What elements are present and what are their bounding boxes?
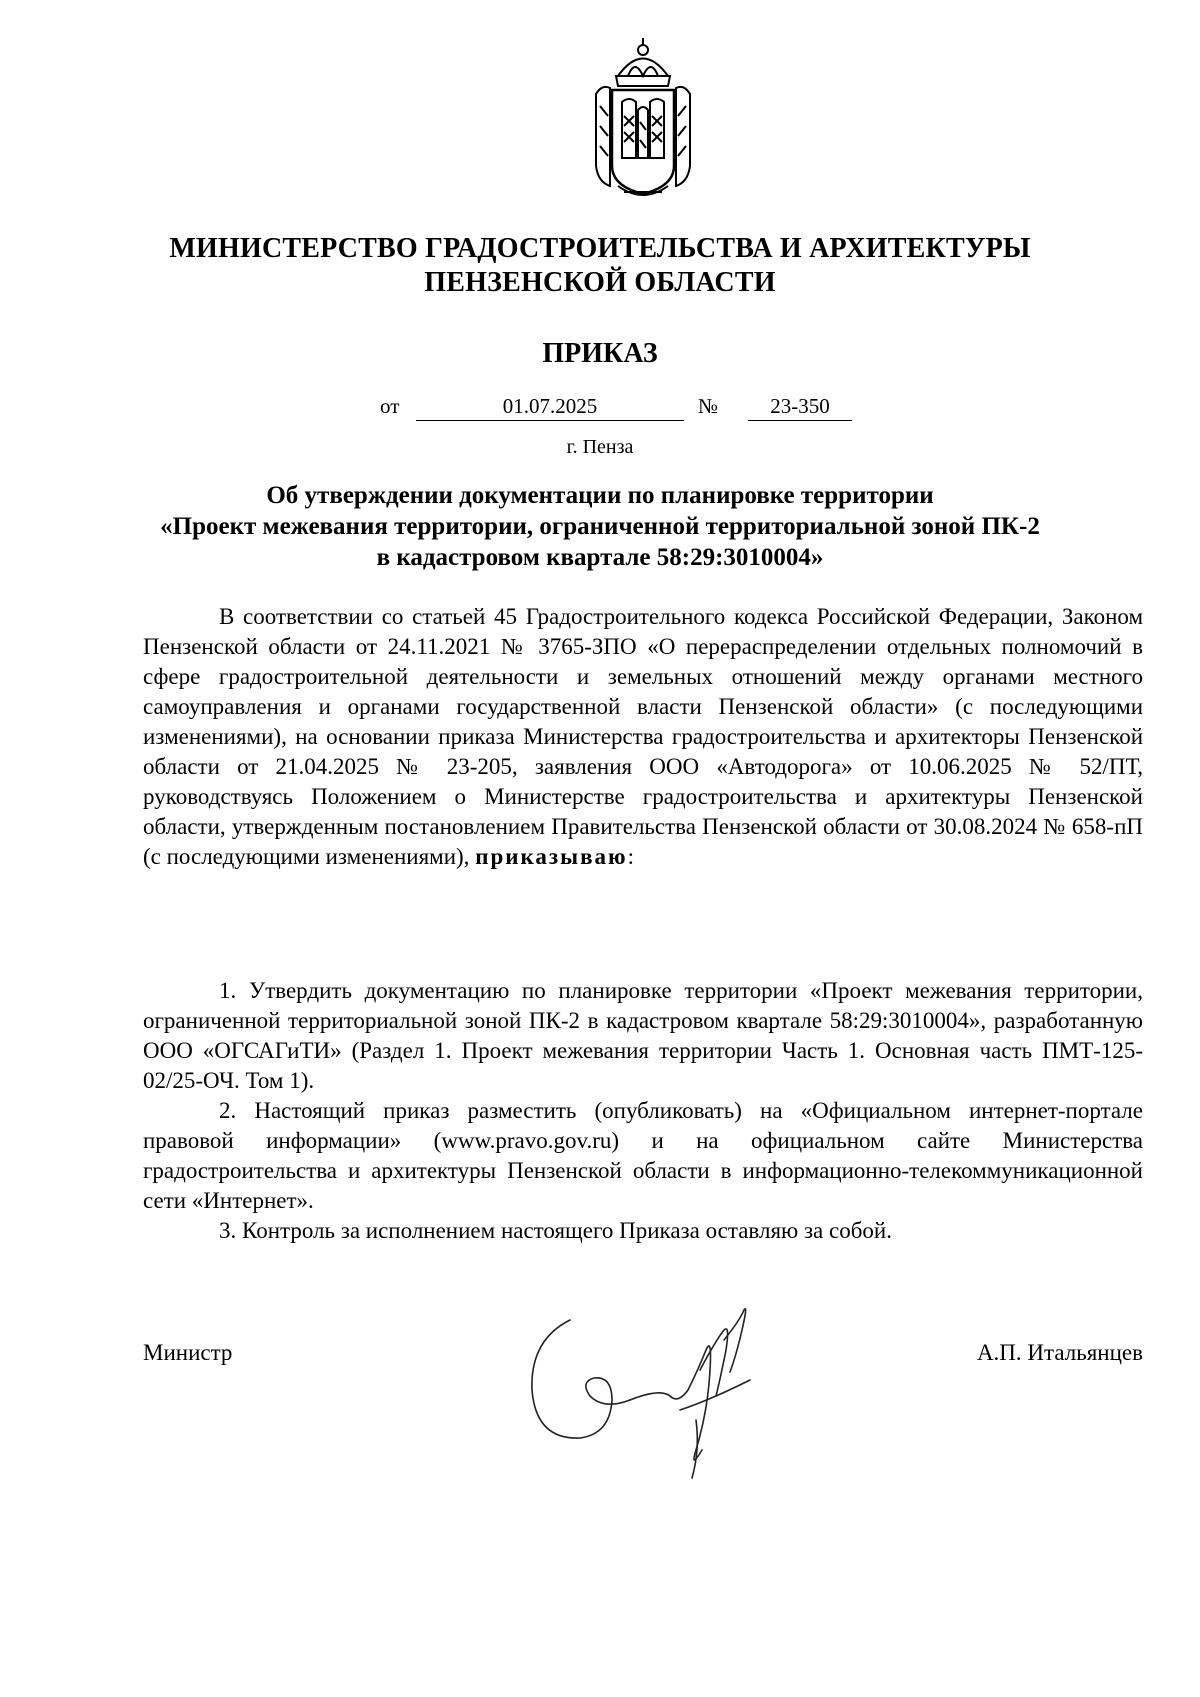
signatory-name: А.П. Итальянцев — [976, 1340, 1143, 1365]
preamble-text: В соответствии со статьей 45 Градостроительного кодекса Российской Федерации, Законом Пензенской области от 24.11.2021 № 3765-ЗПО «О перераспределении отдельных полномочий в сфере градостроительной деятельности и земельных отношений между органами местного самоуправления и органами государственной власти Пензенской области» (с последующими изменениями), на основании приказа Министерства градостроительства и архитекторы Пензенской области от 21.04.2025 № 23-205, заявления ООО «Автодорога» от 10.06.2025 № 52/ПТ, руководствуясь Положением о Министерстве градостроительства и архитектуры Пензенской области, утвержденным постановлением Правительства Пензенской области от 30.08.2024 № 658-пП (с последующими изменениями), — [143, 604, 1143, 869]
ministry-name-line2: ПЕНЗЕНСКОЙ ОБЛАСТИ — [424, 267, 776, 298]
order-item: 3. Контроль за исполнением настоящего Приказа оставляю за собой. — [219, 1218, 892, 1243]
preamble-paragraph — [143, 602, 1143, 872]
handwritten-signature-icon — [520, 1300, 790, 1490]
ministry-name-line1: МИНИСТЕРСТВО ГРАДОСТРОИТЕЛЬСТВА И АРХИТЕКТУРЫ — [169, 233, 1031, 264]
number-prefix: № — [698, 394, 719, 418]
subject-line2: «Проект межевания территории, ограниченной территориальной зоной ПК-2 — [160, 513, 1040, 540]
requisites-line — [380, 394, 880, 424]
order-item: 2. Настоящий приказ разместить (опубликовать) на «Официальном интернет-портале правовой информации» (www.pravo.gov.ru) и на официальном сайте Министерства градостроительства и архитектуры Пензенской области в информационно-телекоммуникационной сети «Интернет». — [143, 1098, 1143, 1213]
document-place: г. Пенза — [566, 436, 634, 458]
ministry-name — [120, 232, 1080, 300]
order-item: 1. Утвердить документацию по планировке территории «Проект межевания территории, ограниченной территориальной зоной ПК-2 в кадастровом квартале 58:29:3010004», разработанную ООО «ОГСАГиТИ» (Раздел 1. Проект межевания территории Часть 1. Основная часть ПМТ-125-02/25-ОЧ. Том 1). — [143, 978, 1143, 1093]
date-prefix: от — [380, 394, 400, 418]
order-word: приказываю — [475, 844, 628, 869]
signatory-role: Министр — [143, 1340, 233, 1365]
document-number: 23-350 — [748, 394, 852, 421]
document-date: 01.07.2025 — [416, 394, 684, 421]
subject-line1: Об утверждении документации по планировке территории — [266, 482, 934, 509]
order-items — [143, 976, 1143, 1246]
document-subject — [120, 480, 1080, 573]
coat-of-arms-icon — [588, 36, 698, 206]
signature-block — [143, 1340, 1143, 1380]
subject-line3: в кадастровом квартале 58:29:3010004» — [376, 544, 824, 571]
document-type-title: ПРИКАЗ — [542, 338, 658, 369]
order-colon: : — [627, 844, 634, 869]
